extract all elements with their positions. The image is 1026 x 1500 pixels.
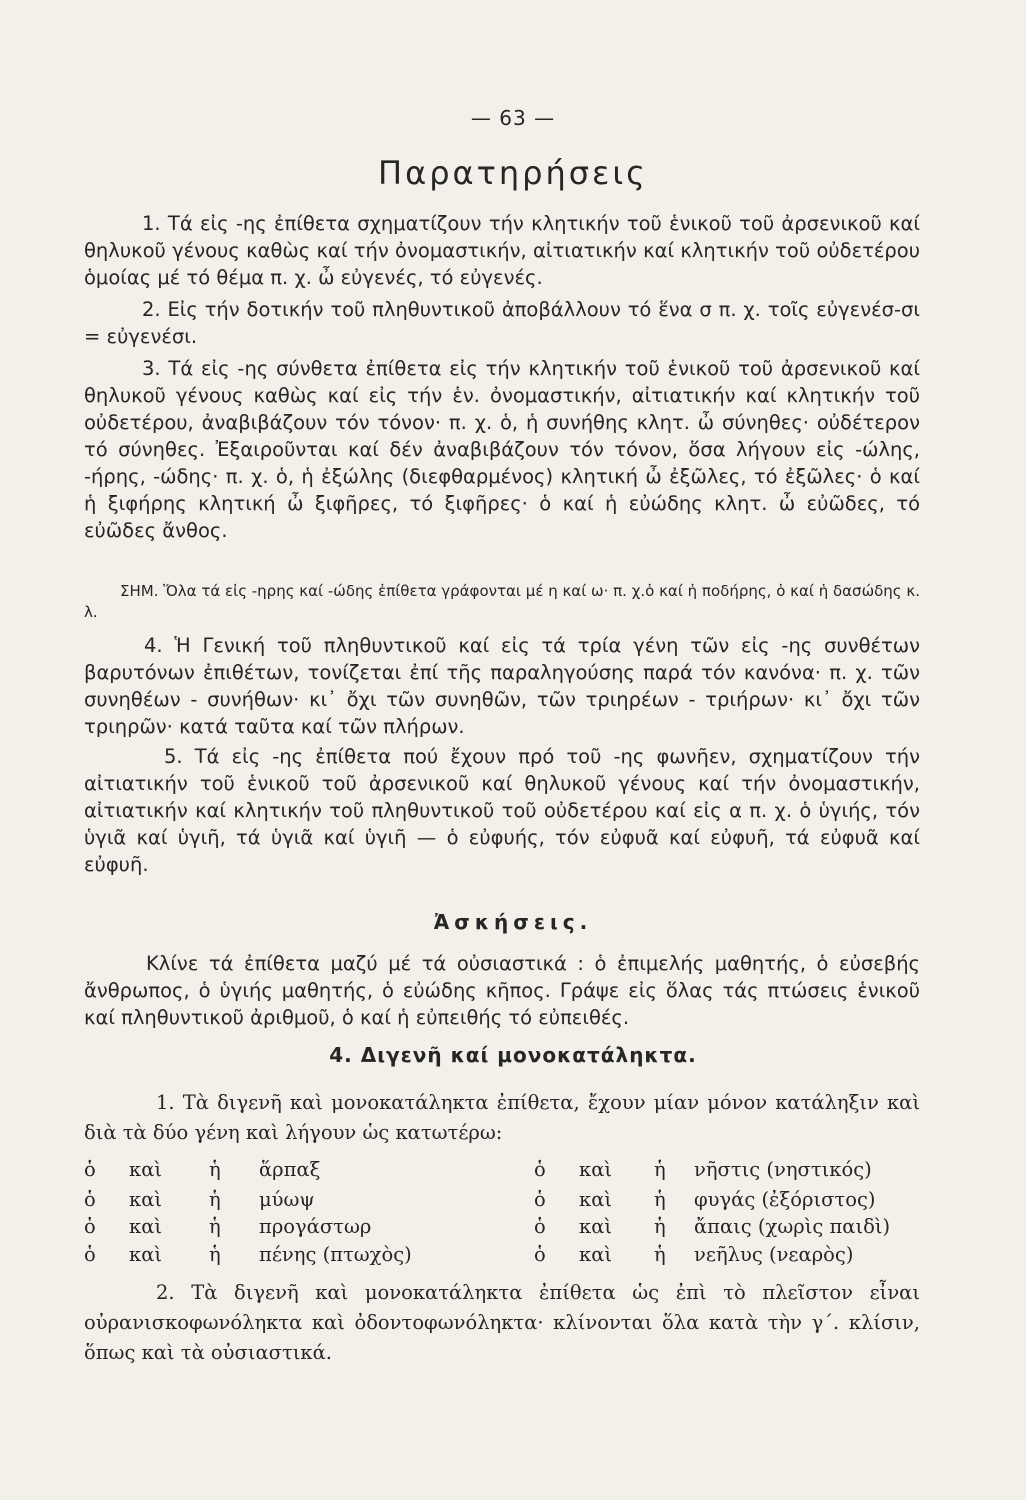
- example-article: ὁ: [534, 1158, 546, 1181]
- example-article: ὁ: [84, 1215, 96, 1238]
- example-conj: καὶ: [129, 1215, 163, 1238]
- section-4-paragraph-2: 2. Τὰ διγενῆ καὶ μονοκατάληκτα ἐπίθετα ὡς ἐπὶ τὸ πλεῖστον εἶναι οὐρανισκοφωνόληκτα καὶ ὀδοντοφωνόληκτα· κλίνονται ὅλα κατὰ τὴν γ΄. κλίσιν, ὅπως καὶ τὰ οὐσιαστικά.: [84, 1281, 920, 1364]
- example-conj: καὶ: [579, 1243, 613, 1266]
- example-article: ὁ: [84, 1243, 96, 1266]
- exercises-text: Κλίνε τά ἐπίθετα μαζύ μέ τά οὐσιαστικά : ὁ ἐπιμελής μαθητής, ὁ εὐσεβής ἄνθρωπος, ὁ ὑγιής μαθητής, ὁ εὐώδης κῆπος. Γράψε εἰς ὅλας τάς πτώσεις ἑνικοῦ καί πληθυντικοῦ ἀριθμοῦ, ὁ καί ἡ εὐπειθής τό εὐπειθές.: [84, 952, 920, 1029]
- example-conj: καὶ: [579, 1215, 613, 1238]
- observation-1: 1. Τά εἰς -ης ἐπίθετα σχηματίζουν τήν κλητικήν τοῦ ἑνικοῦ τοῦ ἀρσενικοῦ καί θηλυκοῦ γένους καθὼς καί τήν ὀνομαστικήν, αἰτιατικήν καί κλητικήν τοῦ οὐδετέρου ὁμοίας μέ τό θέμα π. χ. ὦ εὐγενές, τό εὐγενές.: [84, 212, 920, 289]
- example-article: ἡ: [654, 1243, 666, 1266]
- example-row: [84, 1158, 934, 1188]
- example-article: ὁ: [534, 1188, 546, 1211]
- example-article: ἡ: [654, 1158, 666, 1181]
- example-article: ἡ: [209, 1243, 221, 1266]
- example-article: ὁ: [534, 1243, 546, 1266]
- example-article: ἡ: [209, 1215, 221, 1238]
- exercises-heading: Ἀσκήσεις.: [433, 910, 593, 934]
- example-word: ἅρπαξ: [259, 1158, 321, 1181]
- section-heading-observations: Παρατηρήσεις: [378, 154, 648, 192]
- example-word: νεῆλυς (νεαρὸς): [694, 1243, 854, 1266]
- sem-note: ΣΗΜ. Ὅλα τά εἰς -ηρης καί -ώδης ἐπίθετα γράφονται μέ η καί ω· π. χ.ὁ καί ἡ ποδήρης, ὁ καί ἡ δασώδης κ. λ.: [84, 582, 920, 621]
- example-article: ἡ: [654, 1188, 666, 1211]
- example-conj: καὶ: [129, 1243, 163, 1266]
- section-4-paragraph-1: 1. Τὰ διγενῆ καὶ μονοκατάληκτα ἐπίθετα, ἔχουν μίαν μόνον κατάληξιν καὶ διὰ τὰ δύο γένη καὶ λήγουν ὡς κατωτέρω:: [84, 1091, 920, 1144]
- section-4-heading: 4. Διγενῆ καί μονοκατάληκτα.: [329, 1043, 697, 1067]
- example-word: ἄπαις (χωρὶς παιδὶ): [694, 1215, 891, 1238]
- example-row: [84, 1215, 934, 1245]
- observation-5: 5. Τά εἰς -ης ἐπίθετα πού ἔχουν πρό τοῦ -ης φωνῆεν, σχηματίζουν τήν αἰτιατικήν τοῦ ἑνικοῦ τοῦ ἀρσενικοῦ καί θηλυκοῦ γένους καί τήν ὀνομαστικήν, αἰτιατικήν καί κλητικήν τοῦ πληθυντικοῦ τοῦ οὐδετέρου καί εἰς α π. χ. ὁ ὑγιής, τόν ὑγιᾶ καί ὑγιῆ, τά ὑγιᾶ καί ὑγιῆ — ὁ εὐφυής, τόν εὐφυᾶ καί εὐφυῆ, τά εὐφυᾶ καί εὐφυῆ.: [84, 745, 920, 876]
- example-conj: καὶ: [129, 1188, 163, 1211]
- page-number: — 63 —: [470, 106, 556, 130]
- example-row: [84, 1243, 934, 1273]
- example-word: μύωψ: [259, 1188, 315, 1211]
- observation-3: 3. Τά εἰς -ης σύνθετα ἐπίθετα εἰς τήν κλητικήν τοῦ ἑνικοῦ τοῦ ἀρσενικοῦ καί θηλυκοῦ γένους καθὼς καί εἰς τήν ἑν. ὀνομαστικήν, αἰτιατικήν καί κλητικήν τοῦ οὐδετέρου, ἀναβιβάζουν τόν τόνον· π. χ. ὁ, ἡ συνήθης κλητ. ὦ σύνηθες· οὐδέτερον τό σύνηθες. Ἐξαιροῦνται καί δέν ἀναβιβάζουν τόν τόνον, ὅσα λήγουν εἰς -ώλης, -ήρης, -ώδης· π. χ. ὁ, ἡ ἐξώλης (διεφθαρμένος) κλητική ὦ ἐξῶλες, τό ἐξῶλες· ὁ καί ἡ ξιφήρης κλητική ὦ ξιφῆρες, τό ξιφῆρες· ὁ καί ἡ εὐώδης κλητ. ὦ εὐῶδες, τό εὐῶδες ἄνθος.: [84, 357, 920, 542]
- example-article: ὁ: [534, 1215, 546, 1238]
- example-conj: καὶ: [129, 1158, 163, 1181]
- example-article: ἡ: [654, 1215, 666, 1238]
- example-word: προγάστωρ: [259, 1215, 372, 1238]
- example-conj: καὶ: [579, 1188, 613, 1211]
- observation-4: 4. Ἡ Γενική τοῦ πληθυντικοῦ καί εἰς τά τρία γένη τῶν εἰς -ης συνθέτων βαρυτόνων ἐπιθέτων, τονίζεται ἐπί τῆς παραληγούσης παρά τόν κανόνα· π. χ. τῶν συνηθέων - συνήθων· κι᾽ ὄχι τῶν συνηθῶν, τῶν τριηρέων - τριήρων· κι᾽ ὄχι τῶν τριηρῶν· κατά ταῦτα καί τῶν πλήρων.: [84, 634, 920, 738]
- example-word: νῆστις (νηστικός): [694, 1158, 872, 1181]
- example-article: ὁ: [84, 1188, 96, 1211]
- example-article: ὁ: [84, 1158, 96, 1181]
- observation-2: 2. Εἰς τήν δοτικήν τοῦ πληθυντικοῦ ἀποβάλλουν τό ἕνα σ π. χ. τοῖς εὐγενέσ-σι = εὐγενέσι.: [84, 298, 920, 348]
- example-article: ἡ: [209, 1158, 221, 1181]
- example-row: [84, 1188, 934, 1218]
- example-article: ἡ: [209, 1188, 221, 1211]
- example-conj: καὶ: [579, 1158, 613, 1181]
- example-word: φυγάς (ἐξόριστος): [694, 1188, 876, 1211]
- example-word: πένης (πτωχὸς): [259, 1243, 412, 1266]
